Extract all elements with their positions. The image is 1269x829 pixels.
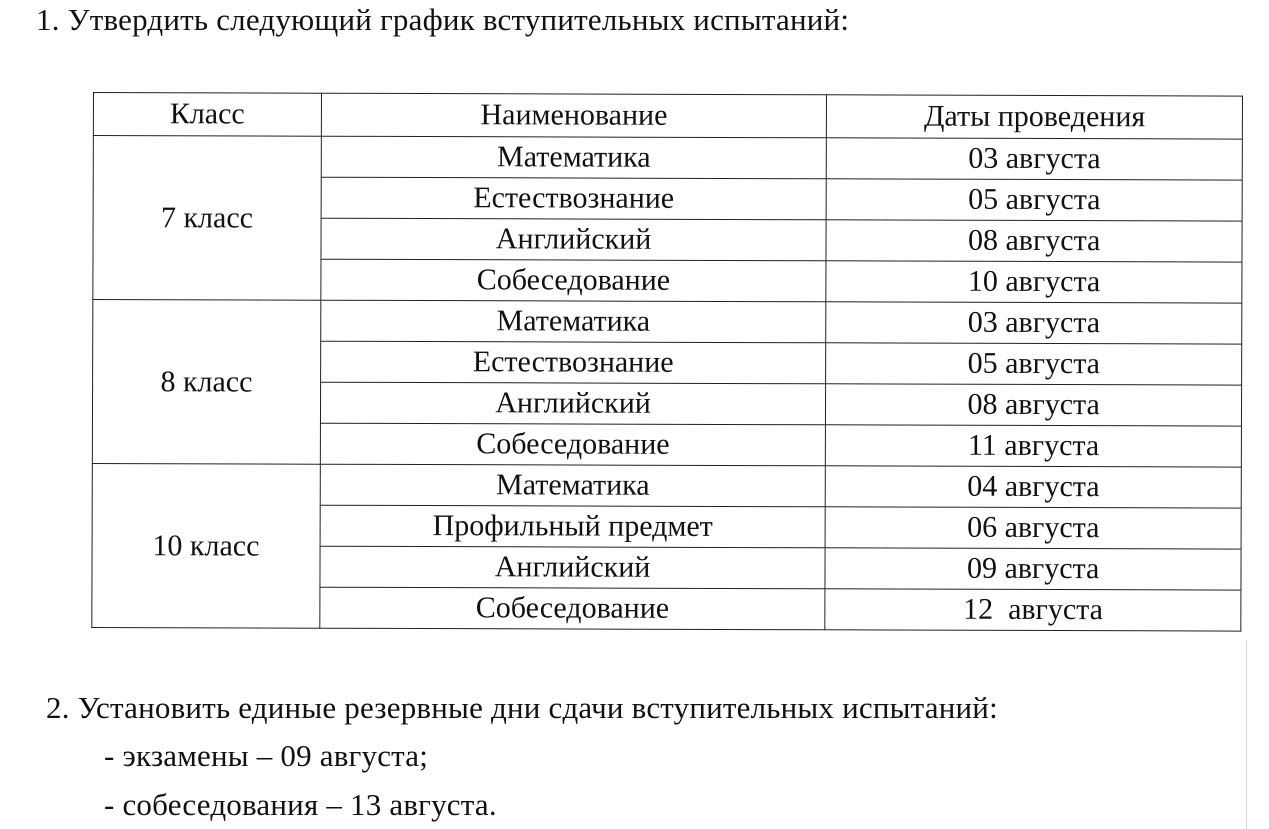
subject-cell: Собеседование — [320, 587, 826, 630]
subject-cell: Профильный предмет — [320, 505, 826, 548]
scan-edge-line — [1246, 640, 1247, 829]
table-row — [93, 136, 1242, 181]
subject-cell: Английский — [321, 218, 827, 261]
subject-cell: Собеседование — [321, 259, 827, 302]
exam-schedule-table — [91, 92, 1243, 632]
table-header-row — [93, 93, 1242, 140]
table-row — [92, 463, 1241, 508]
date-cell: 05 августа — [826, 343, 1242, 385]
header-dates: Даты проведения — [827, 95, 1243, 139]
subject-cell: Математика — [321, 136, 827, 179]
reserve-interviews-line: - собеседования – 13 августа. — [104, 787, 497, 822]
date-cell: 08 августа — [826, 220, 1242, 262]
date-cell: 10 августа — [826, 261, 1242, 303]
subject-cell: Естествознание — [321, 177, 827, 220]
table-row — [93, 300, 1242, 345]
class-cell-10: 10 класс — [92, 463, 320, 628]
subject-cell: Собеседование — [320, 423, 826, 466]
date-cell: 05 августа — [826, 179, 1242, 221]
item-2-number: 2. — [46, 690, 70, 725]
subject-cell: Естествознание — [320, 341, 826, 384]
header-name: Наименование — [321, 93, 827, 138]
item-2-heading — [46, 690, 998, 726]
date-cell: 03 августа — [826, 302, 1242, 344]
subject-cell: Математика — [320, 464, 826, 507]
subject-cell: Английский — [320, 382, 826, 425]
date-cell: 09 августа — [825, 548, 1241, 590]
subject-cell: Математика — [320, 300, 826, 343]
date-cell: 06 августа — [825, 507, 1241, 549]
item-2-text: Установить единые резервные дни сдачи вступительных испытаний: — [77, 690, 998, 725]
item-1-heading — [36, 2, 849, 38]
class-cell-8: 8 класс — [92, 300, 320, 465]
header-class: Класс — [93, 93, 321, 137]
subject-cell: Английский — [320, 546, 826, 589]
date-cell: 11 августа — [826, 425, 1242, 467]
reserve-exams-line: - экзамены – 09 августа; — [104, 738, 429, 773]
item-1-number: 1. — [36, 2, 60, 37]
date-cell: 12 августа — [825, 589, 1241, 631]
date-cell: 04 августа — [826, 466, 1242, 508]
item-1-text: Утвердить следующий график вступительных испытаний: — [67, 2, 850, 37]
class-cell-7: 7 класс — [93, 136, 321, 301]
date-cell: 08 августа — [826, 384, 1242, 426]
date-cell: 03 августа — [827, 138, 1243, 180]
